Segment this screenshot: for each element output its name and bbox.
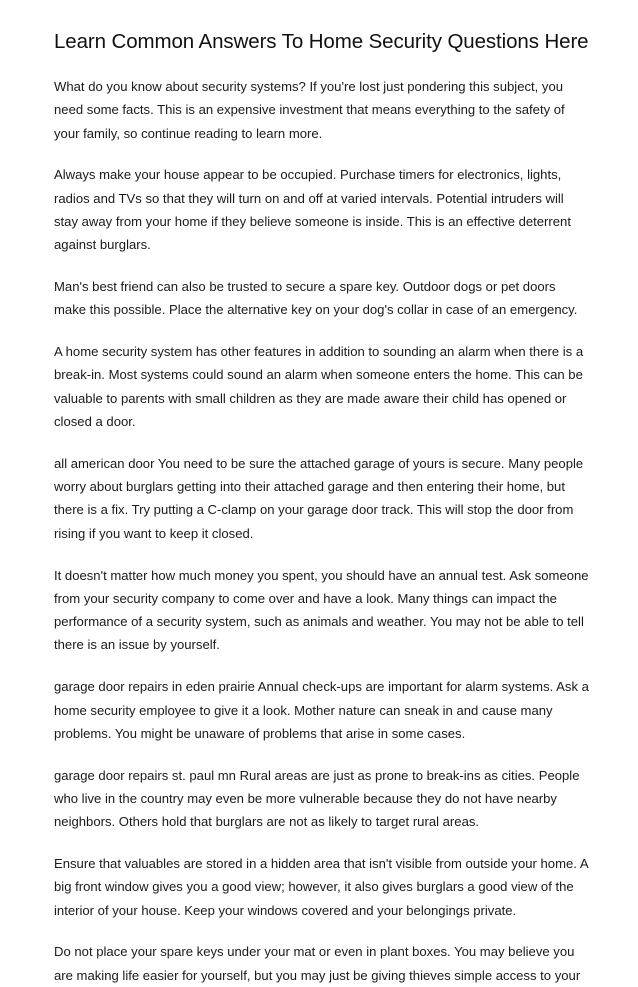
paragraph-2: Always make your house appear to be occupied. Purchase timers for electronics, lights, radios and TVs so that they will turn on and off at varied intervals. Potential intruders will stay away from your home if they believe someone is inside. This is an effective deterrent against burglars. xyxy=(54,167,571,253)
paragraph-8: garage door repairs st. paul mn Rural areas are just as prone to break-ins as cities. People who live in the country may even be more vulnerable because they do not have nearby neighbors. Others hold that burglars are not as likely to target rural areas. xyxy=(54,767,580,830)
paragraph-7: garage door repairs in eden prairie Annual check-ups are important for alarm systems. Ask a home security employee to give it a look. Mother nature can sneak in and cause many problems. You might be unaware of problems that arise in some cases. xyxy=(54,679,589,741)
paragraph-10: Do not place your spare keys under your mat or even in plant boxes. You may believe you are making life easier for yourself, but you may just be giving thieves simple access to your xyxy=(54,944,581,983)
paragraph-4: A home security system has other features in addition to sounding an alarm when there is a break-in. Most systems could sound an alarm when someone enters the home. This can be valuable to parents with small children as they are made aware their child has opened or closed a door. xyxy=(54,344,584,430)
page-title: Learn Common Answers To Home Security Questions Here xyxy=(54,30,589,53)
paragraph-5: all american door You need to be sure the attached garage of yours is secure. Many people worry about burglars getting into their attached garage and then entering their home, but there is a fix. Try putting a C-clamp on your garage door track. This will stop the door from rising if you want to keep it closed. xyxy=(54,455,584,541)
paragraph-6: It doesn't matter how much money you spent, you should have an annual test. Ask someone from your security company to come over and have a look. Many things can impact the performance of a security system, such as animals and weather. You may not be able to tell there is an issue by yourself. xyxy=(54,567,589,653)
paragraph-1: What do you know about security systems? If you're lost just pondering this subject, you need some facts. This is an expensive investment that means everything to the safety of your family, so continue reading to learn more. xyxy=(54,79,565,141)
paragraph-9: Ensure that valuables are stored in a hidden area that isn't visible from outside your home. A big front window gives you a good view; however, it also gives burglars a good view of the interior of your house. Keep your windows covered and your belongings private. xyxy=(54,856,588,918)
paragraph-3: Man's best friend can also be trusted to secure a spare key. Outdoor dogs or pet doors make this possible. Place the alternative key on your dog's collar in case of an emergency. xyxy=(54,279,578,318)
